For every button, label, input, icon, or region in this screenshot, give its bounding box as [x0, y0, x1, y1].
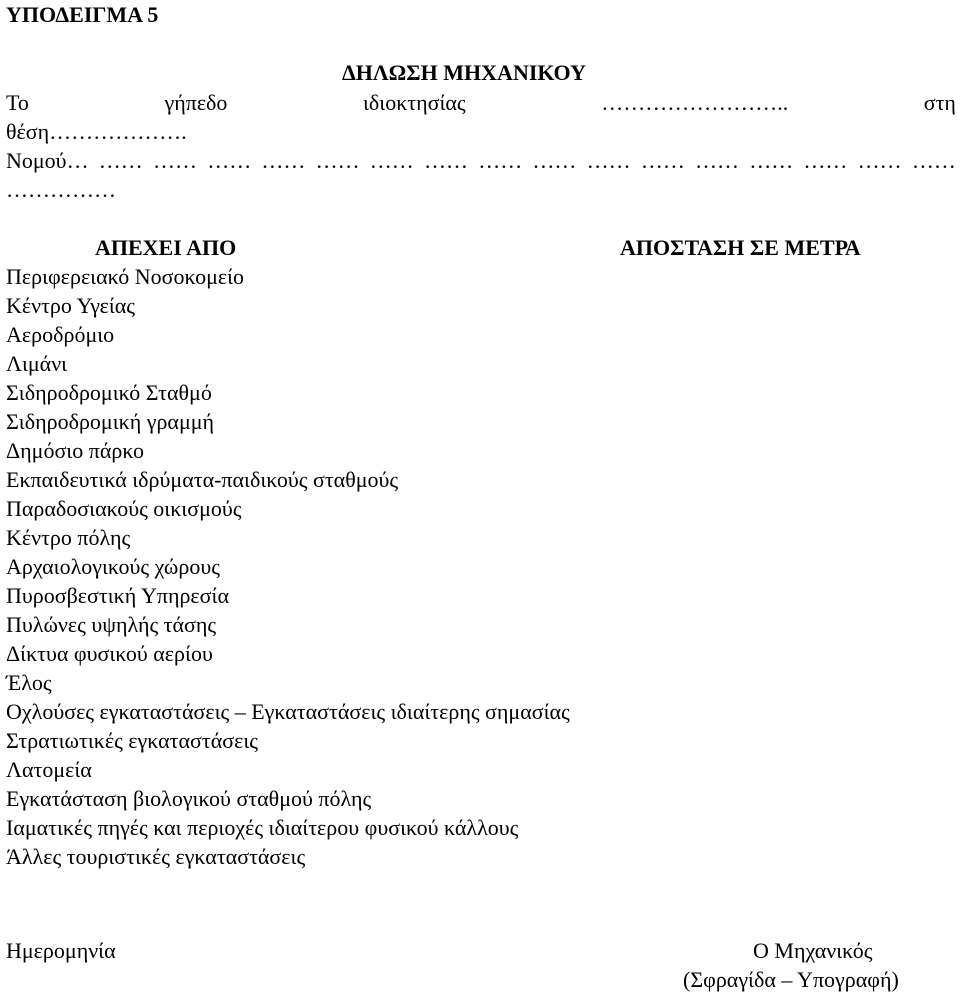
column-header-distance: ΑΠΟΣΤΑΣΗ ΣΕ ΜΕΤΡΑ: [620, 235, 861, 260]
declaration-blank: ……: [207, 148, 252, 173]
declaration-word: ιδιοκτησίας: [362, 90, 466, 115]
declaration-line-prefecture: [6, 146, 956, 175]
declaration-blank: ……: [261, 148, 306, 173]
declaration-blank: ……: [857, 148, 902, 173]
sample-heading: ΥΠΟΔΕΙΓΜΑ 5: [6, 2, 159, 27]
facility-item: Στρατιωτικές εγκαταστάσεις: [6, 728, 258, 753]
declaration-blank: ……: [749, 148, 794, 173]
facility-item: Δημόσιο πάρκο: [6, 438, 144, 463]
facility-item: Δίκτυα φυσικού αερίου: [6, 641, 213, 666]
facility-item: Λατομεία: [6, 757, 92, 782]
engineer-label: Ο Μηχανικός: [753, 938, 873, 963]
facility-item: Εκπαιδευτικά ιδρύματα-παιδικούς σταθμούς: [6, 467, 399, 492]
facility-item: Σιδηροδρομική γραμμή: [6, 409, 215, 434]
facility-list: [6, 262, 570, 871]
declaration-blank: ……: [586, 148, 631, 173]
declaration-word: στη: [923, 90, 956, 115]
facility-item: Κέντρο πόλης: [6, 525, 131, 550]
facility-item: Αρχαιολογικούς χώρους: [6, 554, 220, 579]
declaration-blank: ……: [152, 148, 197, 173]
declaration-blank: ……: [98, 148, 143, 173]
declaration-line-continuation: ……………: [6, 177, 116, 202]
declaration-blank: ……: [315, 148, 360, 173]
declaration-blank: ……: [911, 148, 956, 173]
column-header-from: ΑΠΕΧΕΙ ΑΠΟ: [95, 235, 237, 260]
declaration-word: γήπεδο: [164, 90, 228, 115]
facility-item: Σιδηροδρομικό Σταθμό: [6, 380, 212, 405]
declaration-word: Το: [6, 90, 29, 115]
facility-item: Λιμάνι: [6, 351, 68, 376]
facility-item: Ιαματικές πηγές και περιοχές ιδιαίτερου φυσικού κάλλους: [6, 815, 519, 840]
date-label: Ημερομηνία: [6, 938, 116, 963]
declaration-blank: ……………………..: [601, 90, 789, 115]
facility-item: Άλλες τουριστικές εγκαταστάσεις: [6, 844, 306, 869]
facility-item: Πυλώνες υψηλής τάσης: [6, 612, 217, 637]
declaration-blank: ……: [532, 148, 577, 173]
declaration-line-plot: [6, 88, 956, 117]
facility-item: Αεροδρόμιο: [6, 322, 115, 347]
stamp-signature-label: (Σφραγίδα – Υπογραφή): [683, 967, 899, 992]
facility-item: Έλος: [6, 670, 52, 695]
declaration-blank: ……: [478, 148, 523, 173]
declaration-word: Νομού…: [6, 148, 89, 173]
facility-item: Πυροσβεστική Υπηρεσία: [6, 583, 229, 608]
facility-item: Εγκατάσταση βιολογικού σταθμού πόλης: [6, 786, 372, 811]
declaration-line-location: θέση……………….: [6, 119, 187, 144]
declaration-blank: ……: [369, 148, 414, 173]
facility-item: Οχλούσες εγκαταστάσεις – Εγκαταστάσεις ιδιαίτερης σημασίας: [6, 699, 570, 724]
declaration-blank: ……: [424, 148, 468, 173]
declaration-blank: ……: [640, 148, 685, 173]
declaration-blank: ……: [803, 148, 848, 173]
document-title: ΔΗΛΩΣΗ ΜΗΧΑΝΙΚΟΥ: [342, 60, 586, 85]
facility-item: Κέντρο Υγείας: [6, 293, 135, 318]
declaration-blank: ……: [695, 148, 740, 173]
facility-item: Περιφερειακό Νοσοκομείο: [6, 264, 245, 289]
facility-item: Παραδοσιακούς οικισμούς: [6, 496, 242, 521]
